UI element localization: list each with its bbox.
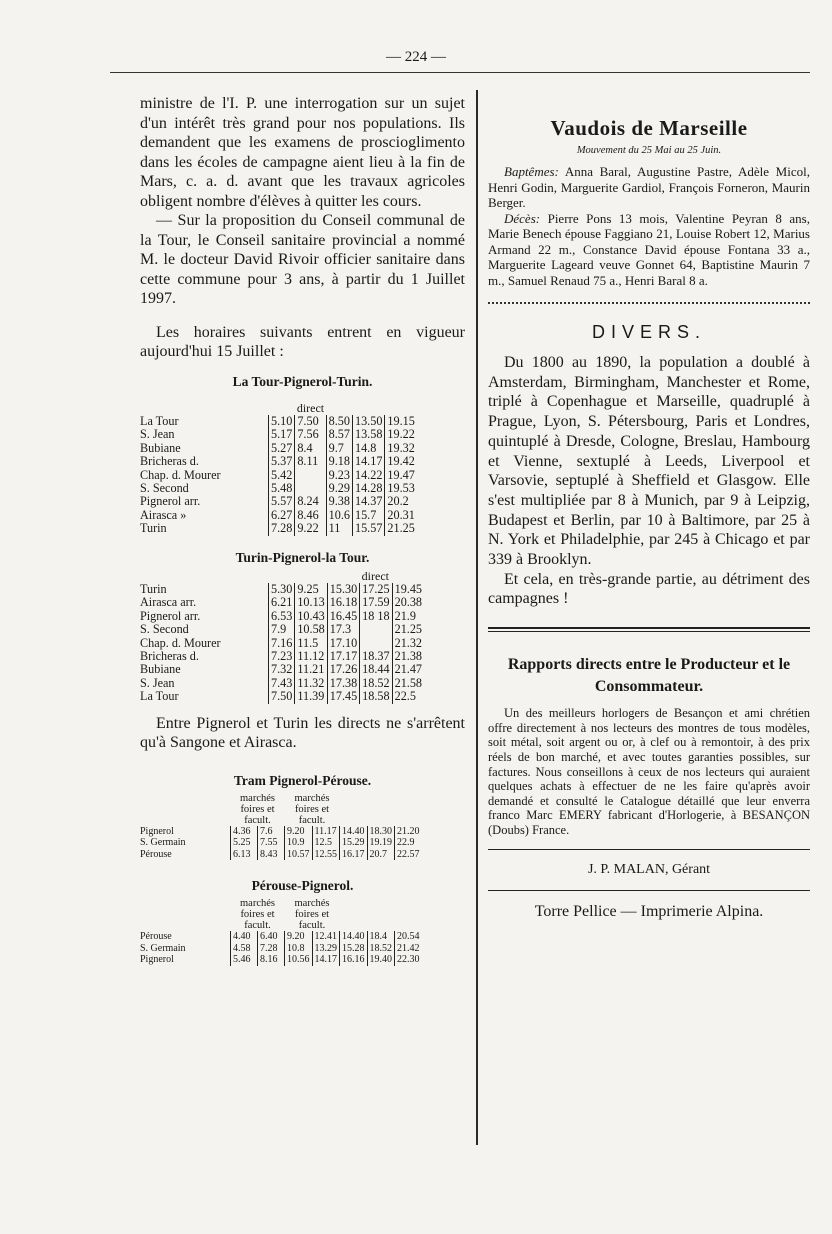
departure-time: 10.56 xyxy=(285,954,313,966)
station-name: Bricheras d. xyxy=(140,454,199,469)
departure-time: 18 18 xyxy=(360,610,392,623)
departure-time: 21.58 xyxy=(392,677,424,690)
departure-time: 15.28 xyxy=(340,943,368,955)
departure-time: 14.22 xyxy=(352,469,384,482)
departure-time: 6.13 xyxy=(231,849,258,861)
departure-time: 11.39 xyxy=(295,690,327,703)
departure-time: 11.21 xyxy=(295,663,327,676)
departure-time: 19.32 xyxy=(385,442,417,455)
departure-time: 19.42 xyxy=(385,455,417,468)
departure-time: 5.46 xyxy=(231,954,258,966)
timetable-row xyxy=(140,610,424,623)
departure-time: 14.17 xyxy=(312,954,340,966)
timetable-row xyxy=(140,663,424,676)
departure-time: 12.55 xyxy=(312,849,340,861)
departure-time: 18.52 xyxy=(360,677,392,690)
departure-time: 7.55 xyxy=(258,837,285,849)
station-name: Pignerol xyxy=(140,825,174,837)
departure-time: 10.57 xyxy=(285,849,313,861)
departure-time: 21.25 xyxy=(385,522,417,535)
departure-time: 9.29 xyxy=(326,482,352,495)
departure-time: 5.48 xyxy=(269,482,295,495)
departure-time: 8.4 xyxy=(295,442,326,455)
departure-time: 5.37 xyxy=(269,455,295,468)
departure-time: 7.23 xyxy=(269,650,295,663)
timetable-1 xyxy=(140,402,417,536)
departure-time: 7.50 xyxy=(295,415,326,428)
departure-time xyxy=(295,482,326,495)
rapports-title: Rapports directs entre le Producteur et le Consommateur. xyxy=(507,656,791,696)
departure-time: 8.16 xyxy=(258,954,285,966)
timetable-row xyxy=(140,455,417,468)
station-name: Pérouse xyxy=(140,848,172,860)
timetable-row xyxy=(140,415,417,428)
station-name: S. Second xyxy=(140,480,189,495)
timetable-1-title: La Tour-Pignerol-Turin. xyxy=(232,373,373,389)
departure-time: 15.29 xyxy=(340,837,368,849)
departure-time: 11.12 xyxy=(295,650,327,663)
departure-time xyxy=(360,623,392,636)
departure-time: 8.43 xyxy=(258,849,285,861)
station-name: Pignerol xyxy=(140,954,174,966)
timetable-row xyxy=(140,596,424,609)
station-name: S. Second xyxy=(140,622,189,637)
station-name: Bubiane xyxy=(140,440,181,455)
baptemes-label: Baptêmes: xyxy=(504,164,559,179)
station-name: S. Germain xyxy=(140,837,186,849)
timetable-row xyxy=(140,583,424,596)
departure-time: 11 xyxy=(326,522,352,535)
departure-time: 8.11 xyxy=(295,455,326,468)
departure-time: 17.17 xyxy=(327,650,359,663)
departure-time: 21.25 xyxy=(392,623,424,636)
station-name: S. Germain xyxy=(140,942,186,954)
timetable-row xyxy=(140,637,424,650)
departure-time: 10.8 xyxy=(285,943,313,955)
departure-time: 7.50 xyxy=(269,690,295,703)
station-name: Chap. d. Mourer xyxy=(140,635,221,650)
baptemes-text: Anna Baral, Augustine Pastre, Adèle Micol, Henri Godin, Marguerite Gardiol, François Forneron, Maurin Berger. xyxy=(488,164,810,210)
timetable-row xyxy=(140,522,417,535)
departure-time: 12.41 xyxy=(312,931,340,943)
tram-header: marchés foires et facult. xyxy=(294,898,330,932)
departure-time: 21.47 xyxy=(392,663,424,676)
departure-time: 11.5 xyxy=(295,637,327,650)
departure-time: 16.16 xyxy=(340,954,368,966)
departure-time: 22.57 xyxy=(395,849,422,861)
departure-time: 19.53 xyxy=(385,482,417,495)
tram-header: marchés foires et facult. xyxy=(240,898,275,932)
station-name: S. Jean xyxy=(140,675,175,690)
tram-header: marchés foires et facult. xyxy=(294,792,330,826)
departure-time: 17.10 xyxy=(327,637,359,650)
interrogation-paragraph: ministre de l'I. P. une interrogation sur un sujet d'un intérêt très grand pour nos populations. Ils demandent que les examens de proscioglimento dans les écoles de campagne aient lieu à la fin de Mars, c. a. d. avant que les travaux agricoles obligent nombre d'élèves à quitter les cours. xyxy=(140,95,465,210)
timetable-row xyxy=(140,954,422,966)
timetable-row xyxy=(140,943,422,955)
departure-time: 18.37 xyxy=(360,650,392,663)
timetable-row xyxy=(140,690,424,703)
departure-time: 22.5 xyxy=(392,690,424,703)
departure-time: 8.24 xyxy=(295,495,326,508)
departure-time: 22.30 xyxy=(395,954,422,966)
double-rule xyxy=(488,627,810,632)
departure-time: 5.10 xyxy=(269,415,295,428)
station-name: Turin xyxy=(140,521,167,536)
departure-time: 7.32 xyxy=(269,663,295,676)
station-name: Pignerol arr. xyxy=(140,608,201,623)
departure-time: 7.28 xyxy=(258,943,285,955)
population-paragraph: Du 1800 au 1890, la population a doublé à Amsterdam, Birmingham, Manchester et Rome, triplé à Copenhague et Marseille, quadruplé à Prague, Lyon, S. Pétersbourg, Paris et Londres, quintuplé à Dresde, Cologne, Breslau, Hambourg et Vienne, sextuplé à Leeds, Liverpool et Varsovie, septuplé à Sheffield et Glasgow. Elle s'est multipliée par 8 à Munich, par 9 à Leipzig, Budapest et Berlin, par 10 à Baltimore, par 25 à N. York et Philadelphie, par 245 à Chicago et par 339 à Brooklyn. xyxy=(488,354,810,569)
departure-time: 19.45 xyxy=(392,583,424,596)
departure-time: 6.21 xyxy=(269,596,295,609)
direct-label: direct xyxy=(361,568,389,583)
departure-time: 18.44 xyxy=(360,663,392,676)
departure-time: 17.45 xyxy=(327,690,359,703)
departure-time: 16.18 xyxy=(327,596,359,609)
departure-time: 6.53 xyxy=(269,610,295,623)
departure-time: 10.58 xyxy=(295,623,327,636)
departure-time: 21.32 xyxy=(392,637,424,650)
departure-time: 4.58 xyxy=(231,943,258,955)
departure-time: 20.2 xyxy=(385,495,417,508)
departure-time: 5.42 xyxy=(269,469,295,482)
rule xyxy=(488,849,810,850)
departure-time: 13.29 xyxy=(312,943,340,955)
departure-time: 14.37 xyxy=(352,495,384,508)
departure-time: 5.30 xyxy=(269,583,295,596)
departure-time: 10.43 xyxy=(295,610,327,623)
departure-time: 14.8 xyxy=(352,442,384,455)
rapports-paragraph: Un des meilleurs horlogers de Besançon et ami chrétien offre directement à nos lecteurs des montres de tous modèles, soit métal, soit argent ou or, à clef ou à remontoir, à des prix réels de bon marché, et avec toutes garanties possibles, sur factures. Nous conseillons à ceux de nos lecteurs qui auraient quelques achats à effectuer de ne les faire qu'après avoir demandé et consulté le Catalogue détaillé que leur enverra franco Marc EMERY fabricant d'Horlogerie, à BESANÇON (Doubs) France. xyxy=(488,706,810,837)
station-name: Airasca » xyxy=(140,507,187,522)
departure-time: 7.6 xyxy=(258,826,285,838)
timetable-row xyxy=(140,509,417,522)
departure-time: 18.58 xyxy=(360,690,392,703)
departure-time: 21.9 xyxy=(392,610,424,623)
timetable-2 xyxy=(140,570,424,704)
tram-1-table xyxy=(140,793,422,861)
tram-2-table xyxy=(140,898,422,966)
departure-time: 8.50 xyxy=(326,415,352,428)
deces-text: Pierre Pons 13 mois, Valentine Peyran 8 ans, Marie Benech épouse Faggiano 21, Louise Robert 12, Marius Armand 22 m., Constance David épouse Fontana 33 a., Marguerite Lageard veuve Gonnet 64, Baptistine Maurin 7 m., Samuel Renaud 75 a., Henri Baral 8 a. xyxy=(488,210,810,288)
timetable-row xyxy=(140,442,417,455)
departure-time: 11.17 xyxy=(312,826,340,838)
departure-time: 21.20 xyxy=(395,826,422,838)
departure-time: 10.9 xyxy=(285,837,313,849)
departure-time: 20.31 xyxy=(385,509,417,522)
station-name: Pignerol arr. xyxy=(140,494,201,509)
departure-time: 16.45 xyxy=(327,610,359,623)
departure-time: 5.27 xyxy=(269,442,295,455)
departure-time: 18.52 xyxy=(367,943,395,955)
departure-time: 14.28 xyxy=(352,482,384,495)
departure-time: 14.40 xyxy=(340,931,368,943)
departure-time: 17.26 xyxy=(327,663,359,676)
departure-time: 17.38 xyxy=(327,677,359,690)
departure-time: 21.38 xyxy=(392,650,424,663)
departure-time: 19.22 xyxy=(385,428,417,441)
departure-time: 18.4 xyxy=(367,931,395,943)
printer-line: Torre Pellice — Imprimerie Alpina. xyxy=(534,903,764,921)
departure-time: 20.38 xyxy=(392,596,424,609)
departure-time: 19.47 xyxy=(385,469,417,482)
timetable-row xyxy=(140,482,417,495)
station-name: Bricheras d. xyxy=(140,649,199,663)
departure-time: 7.28 xyxy=(269,522,295,535)
departure-time: 4.40 xyxy=(231,931,258,943)
tram-1-title: Tram Pignerol-Pérouse. xyxy=(233,772,372,788)
station-name: S. Jean xyxy=(140,427,175,442)
left-column xyxy=(140,94,465,966)
station-name: Chap. d. Mourer xyxy=(140,467,221,482)
departure-time: 17.59 xyxy=(360,596,392,609)
departure-time: 19.19 xyxy=(367,837,395,849)
departure-time: 9.25 xyxy=(295,583,327,596)
departure-time: 15.57 xyxy=(352,522,384,535)
timetable-2-title: Turin-Pignerol-la Tour. xyxy=(235,549,370,565)
departure-time: 20.7 xyxy=(367,849,395,861)
departure-time: 20.54 xyxy=(395,931,422,943)
horaires-intro: Les horaires suivants entrent en vigueur aujourd'hui 15 Juillet : xyxy=(140,323,465,360)
departure-time: 7.9 xyxy=(269,623,295,636)
timetable-row xyxy=(140,428,417,441)
timetable-row xyxy=(140,931,422,943)
departure-time: 9.7 xyxy=(326,442,352,455)
timetable-row xyxy=(140,826,422,838)
departure-time: 21.42 xyxy=(395,943,422,955)
departure-time: 10.6 xyxy=(326,509,352,522)
departure-time: 9.38 xyxy=(326,495,352,508)
station-name: Airasca arr. xyxy=(140,595,197,610)
vaudois-subtitle: Mouvement du 25 Mai au 25 Juin. xyxy=(576,145,722,156)
departure-time: 12.5 xyxy=(312,837,340,849)
column-divider xyxy=(476,90,478,1145)
departure-time: 17.25 xyxy=(360,583,392,596)
timetable-row xyxy=(140,495,417,508)
departure-time: 6.27 xyxy=(269,509,295,522)
deces-paragraph xyxy=(488,211,810,289)
baptemes-paragraph xyxy=(488,164,810,211)
departure-time: 14.17 xyxy=(352,455,384,468)
deces-label: Décès: xyxy=(504,210,541,226)
departure-time: 15.30 xyxy=(327,583,359,596)
departure-time: 9.18 xyxy=(326,455,352,468)
departure-time: 5.17 xyxy=(269,428,295,441)
rule xyxy=(488,890,810,891)
departure-time: 7.43 xyxy=(269,677,295,690)
conseil-paragraph: — Sur la proposition du Conseil communal de la Tour, le Conseil sanitaire provincial a nommé M. le docteur David Rivoir officier sanitaire dans cette commune pour 3 ans, à partir du 1 Juillet 1997. xyxy=(140,212,465,307)
timetable-row xyxy=(140,849,422,861)
departure-time: 9.23 xyxy=(326,469,352,482)
station-name: Bubiane xyxy=(140,662,181,677)
departure-time: 8.57 xyxy=(326,428,352,441)
departure-time: 11.32 xyxy=(295,677,327,690)
departure-time xyxy=(295,469,326,482)
timetable-row xyxy=(140,677,424,690)
departure-time: 5.57 xyxy=(269,495,295,508)
departure-time: 9.22 xyxy=(295,522,326,535)
station-name: Turin xyxy=(140,581,167,596)
dotted-separator xyxy=(488,302,810,304)
timetable-row xyxy=(140,837,422,849)
timetable-row xyxy=(140,650,424,663)
departure-time xyxy=(360,637,392,650)
departure-time: 15.7 xyxy=(352,509,384,522)
departure-time: 9.20 xyxy=(285,931,313,943)
station-name: La Tour xyxy=(140,413,179,428)
departure-time: 6.40 xyxy=(258,931,285,943)
detriment-paragraph: Et cela, en très-grande partie, au détriment des campagnes ! xyxy=(488,570,810,608)
tram-header: marchés foires et facult. xyxy=(240,792,275,826)
station-name: Pérouse xyxy=(140,931,172,943)
timetable-row xyxy=(140,623,424,636)
directs-note: Entre Pignerol et Turin les directs ne s'arrêtent qu'à Sangone et Airasca. xyxy=(140,714,465,752)
departure-time: 14.40 xyxy=(340,826,368,838)
gerant-line: J. P. MALAN, Gérant xyxy=(587,862,711,878)
direct-label: direct xyxy=(296,400,325,415)
departure-time: 18.30 xyxy=(367,826,395,838)
vaudois-title: Vaudois de Marseille xyxy=(550,116,748,140)
departure-time: 22.9 xyxy=(395,837,422,849)
departure-time: 5.25 xyxy=(231,837,258,849)
departure-time: 13.58 xyxy=(352,428,384,441)
station-name: La Tour xyxy=(140,689,179,704)
departure-time: 13.50 xyxy=(352,415,384,428)
page-number: — 224 — xyxy=(386,49,446,65)
right-column xyxy=(488,108,810,921)
top-rule xyxy=(110,72,810,73)
tram-2-title: Pérouse-Pignerol. xyxy=(251,878,354,894)
departure-time: 7.16 xyxy=(269,637,295,650)
departure-time: 10.13 xyxy=(295,596,327,609)
timetable-row xyxy=(140,469,417,482)
departure-time: 9.20 xyxy=(285,826,313,838)
departure-time: 8.46 xyxy=(295,509,326,522)
departure-time: 7.56 xyxy=(295,428,326,441)
departure-time: 16.17 xyxy=(340,849,368,861)
departure-time: 19.15 xyxy=(385,415,417,428)
divers-heading: DIVERS. xyxy=(591,322,707,342)
departure-time: 4.36 xyxy=(231,826,258,838)
departure-time: 19.40 xyxy=(367,954,395,966)
departure-time: 17.3 xyxy=(327,623,359,636)
